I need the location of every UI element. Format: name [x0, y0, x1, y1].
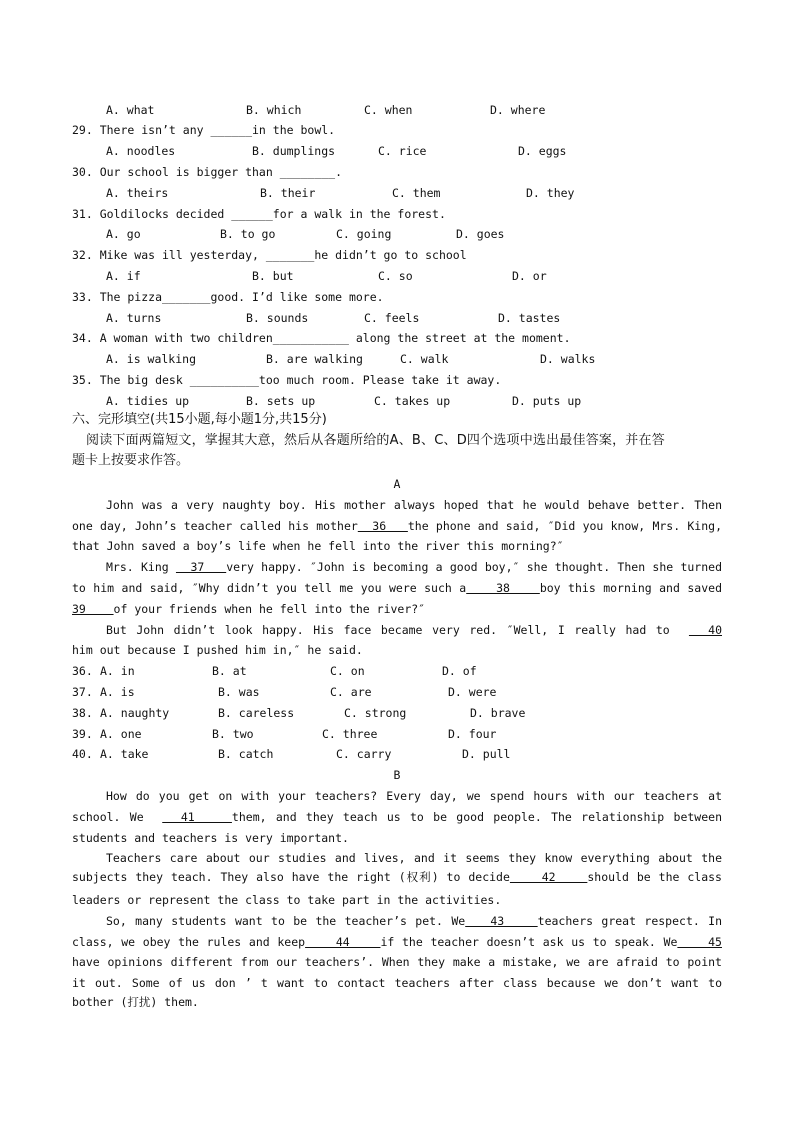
q35-option-a: A. tidies up [106, 394, 190, 408]
q34-options [0, 351, 794, 367]
q30-options [0, 185, 794, 201]
q31-option-a: A. go [106, 227, 141, 241]
q30-option-a: A. theirs [106, 186, 169, 200]
passage-b-text: subjects they teach. They also have the right (权利) to decide [72, 870, 510, 884]
q29-stem: 29. There isn’t any ______in the bowl. [72, 123, 336, 137]
passage-a-label: A [393, 477, 401, 491]
q30-stem: 30. Our school is bigger than ________. [72, 165, 343, 179]
q37-option-a: A. is [100, 685, 135, 699]
q29-options [0, 143, 794, 159]
q33-option-d: D. tastes [498, 311, 561, 325]
q39-option-c: C. three [322, 727, 378, 741]
q28-option-d: D. where [490, 103, 546, 117]
q37-option-d: D. were [448, 685, 497, 699]
q39-option-b: B. two [212, 727, 254, 741]
q31-option-b: B. to go [220, 227, 276, 241]
q33-options [0, 310, 794, 326]
q37-number: 37. [72, 685, 93, 699]
q29-option-a: A. noodles [106, 144, 176, 158]
blank-43: 43 [465, 914, 538, 928]
q38-option-b: B. careless [218, 706, 295, 720]
passage-b-text: How do you get on with your teachers? Every day, we spend hours with our teachers at [106, 789, 722, 803]
passage-b-p2-line1 [106, 850, 722, 866]
q28-options [0, 102, 794, 118]
q38-option-d: D. brave [470, 706, 526, 720]
q33-option-b: B. sounds [246, 311, 309, 325]
passage-a-text: Mrs. King [106, 560, 176, 574]
passage-b-text: Teachers care about our studies and lives, and it seems they know everything about the [106, 851, 722, 865]
q32-option-d: D. or [512, 269, 547, 283]
passage-b-text: So, many students want to be the teacher’s pet. We [106, 914, 466, 928]
q31-stem: 31. Goldilocks decided ______for a walk in the forest. [72, 207, 446, 221]
passage-b-p3-line5: bother (打扰) them. [72, 995, 199, 1009]
passage-b-text: teachers great respect. In [537, 914, 723, 928]
q31-option-c: C. going [336, 227, 392, 241]
q37-option-c: C. are [330, 685, 372, 699]
passage-a-p2-line1 [106, 559, 722, 575]
blank-40: 40 [688, 623, 722, 637]
passage-a-text: very happy. ″John is becoming a good boy,″ she thought. Then she turned [226, 560, 722, 574]
passage-a-text: John was a very naughty boy. His mother always hoped that he would behave better. Then [106, 498, 722, 512]
blank-39: 39 [72, 602, 114, 616]
q32-option-b: B. but [252, 269, 294, 283]
passage-b-p3-line4 [72, 975, 722, 991]
q36-option-a: A. in [100, 664, 135, 678]
passage-b-p1-line3: students and teachers is very important. [72, 831, 349, 845]
q38-options [0, 705, 794, 721]
q36-option-c: C. on [330, 664, 365, 678]
q40-number: 40. [72, 747, 93, 761]
q31-options [0, 226, 794, 242]
q34-stem: 34. A woman with two children___________ along the street at the moment. [72, 331, 571, 345]
blank-45: 45 [677, 935, 722, 949]
q38-option-c: C. strong [344, 706, 407, 720]
q40-option-d: D. pull [462, 747, 511, 761]
blank-41: 41 [162, 810, 232, 824]
q28-option-b: B. which [246, 103, 302, 117]
passage-a-p1-line2 [72, 518, 722, 534]
passage-a-p1-line1 [106, 497, 722, 513]
q39-number: 39. [72, 727, 93, 741]
q29-option-d: D. eggs [518, 144, 567, 158]
q40-option-b: B. catch [218, 747, 274, 761]
passage-b-p1-line2 [72, 809, 722, 825]
q32-options [0, 268, 794, 284]
q35-option-c: C. takes up [374, 394, 451, 408]
section6-instruction-line1: 阅读下面两篇短文，掌握其大意，然后从各题所给的A、B、C、D四个选项中选出最佳答案，并在答 [86, 433, 665, 448]
passage-b-p3-line3 [72, 954, 722, 970]
q35-option-d: D. puts up [512, 394, 582, 408]
blank-38: 38 [466, 581, 540, 595]
blank-42: 42 [509, 870, 588, 884]
q28-option-a: A. what [106, 103, 155, 117]
q32-option-c: C. so [378, 269, 413, 283]
passage-b-text: have opinions different from our teachers’. When they make a mistake, we are afraid to point [72, 955, 722, 969]
passage-b-text: should be the class [587, 870, 722, 884]
q32-option-a: A. if [106, 269, 141, 283]
q35-option-b: B. sets up [246, 394, 316, 408]
passage-a-text: boy this morning and saved [539, 581, 722, 595]
q30-option-c: C. them [392, 186, 441, 200]
passage-b-text: if the teacher doesn’t ask us to speak. We [380, 935, 678, 949]
q39-option-d: D. four [448, 727, 497, 741]
q35-options [0, 393, 794, 409]
q37-option-b: B. was [218, 685, 260, 699]
q34-option-a: A. is walking [106, 352, 197, 366]
q39-options [0, 726, 794, 742]
q34-option-b: B. are walking [266, 352, 363, 366]
q29-option-b: B. dumplings [252, 144, 336, 158]
passage-a-text: But John didn’t look happy. His face became very red. ″Well, I really had to [106, 623, 689, 637]
passage-b-p2-line2 [72, 869, 722, 885]
q38-option-a: A. naughty [100, 706, 170, 720]
q31-option-d: D. goes [456, 227, 505, 241]
passage-a-text: to him and said, ″Why didn’t you tell me you were such a [72, 581, 467, 595]
q40-option-a: A. take [100, 747, 149, 761]
passage-b-label: B [393, 768, 401, 782]
passage-a-p3-line2: him out because I pushed him in,″ he said. [72, 643, 363, 657]
q30-option-d: D. they [526, 186, 575, 200]
passage-b-text: school. We [72, 810, 163, 824]
blank-37: 37 [175, 560, 227, 574]
q36-option-b: B. at [212, 664, 247, 678]
q37-options [0, 684, 794, 700]
q36-number: 36. [72, 664, 93, 678]
passage-b-text: them, and they teach us to be good people. The relationship between [231, 810, 722, 824]
q33-option-a: A. turns [106, 311, 162, 325]
passage-a-text: one day, John’s teacher called his mother [72, 519, 358, 533]
q30-option-b: B. their [260, 186, 316, 200]
passage-a-text: of your friends when he fell into the river?″ [113, 602, 426, 616]
passage-a-text: the phone and said, ″Did you know, Mrs. King, [407, 519, 723, 533]
passage-b-text: class, we obey the rules and keep [72, 935, 306, 949]
passage-b-p3-line1 [106, 913, 722, 929]
passage-b-p2-line3: leaders or represent the class to take part in the activities. [72, 893, 502, 907]
q35-stem: 35. The big desk __________too much room. Please take it away. [72, 373, 502, 387]
q33-option-c: C. feels [364, 311, 420, 325]
passage-a-p1-line3: that John saved a boy’s life when he fell into the river this morning?″ [72, 539, 564, 553]
section6-instruction-line2: 题卡上按要求作答。 [72, 453, 190, 468]
passage-a-p2-line2 [72, 580, 722, 596]
q39-option-a: A. one [100, 727, 142, 741]
q36-options [0, 663, 794, 679]
passage-a-p2-line3 [72, 601, 425, 617]
q40-option-c: C. carry [336, 747, 392, 761]
q29-option-c: C. rice [378, 144, 427, 158]
q32-stem: 32. Mike was ill yesterday, _______he didn’t go to school [72, 248, 467, 262]
q28-option-c: C. when [364, 103, 413, 117]
passage-b-p1-line1 [106, 788, 722, 804]
q36-option-d: D. of [442, 664, 477, 678]
passage-a-p3-line1 [106, 622, 722, 638]
blank-44: 44 [305, 935, 381, 949]
passage-b-p3-line2 [72, 934, 722, 950]
passage-b-text: it out. Some of us don ’ t want to contact teachers after class because we don’t want to [72, 976, 722, 990]
q34-option-d: D. walks [540, 352, 596, 366]
q38-number: 38. [72, 706, 93, 720]
blank-36: 36 [357, 519, 408, 533]
q34-option-c: C. walk [400, 352, 449, 366]
q40-options [0, 746, 794, 762]
section6-title: 六、完形填空(共15小题,每小题1分,共15分) [72, 412, 327, 427]
q33-stem: 33. The pizza_______good. I’d like some more. [72, 290, 384, 304]
